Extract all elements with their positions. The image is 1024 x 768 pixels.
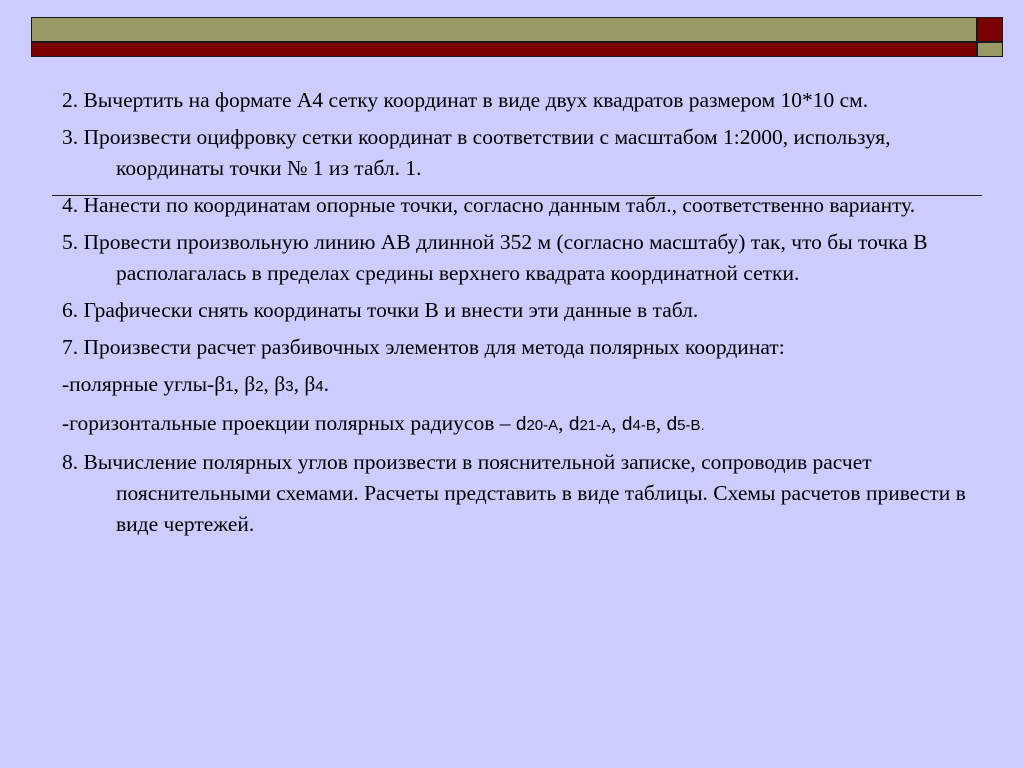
separator: , (611, 411, 622, 435)
beta-1-symbol: β (214, 372, 226, 396)
slide-text-body (62, 85, 992, 546)
polar-angles-line (62, 369, 992, 402)
polar-distances-prefix: -горизонтальные проекции полярных радиусов – (62, 411, 516, 435)
list-item-5: 5. Провести произвольную линию АВ длинной 352 м (согласно масштабу) так, что бы точка В располагалась в пределах средины верхнего квадрата координатной сетки. (62, 230, 928, 285)
beta-3-index: 3 (285, 378, 294, 395)
d-21a-symbol: d (568, 414, 580, 435)
d-20a-symbol: d (515, 414, 527, 435)
d-5b-index: 5-B (677, 417, 701, 434)
d-4b-index: 4-B (632, 417, 656, 434)
d-21a-index: 21-A (579, 417, 612, 434)
corner-square-red (977, 17, 1003, 42)
d-5b-symbol: d (666, 414, 678, 435)
list-item-4: 4. Нанести по координатам опорные точки, согласно данным табл., соответственно варианту. (62, 193, 916, 217)
list-item-8: 8. Вычисление полярных углов произвести в пояснительной записке, сопроводив расчет пояснительными схемами. Расчеты представить в виде таблицы. Схемы расчетов привести в виде чертежей. (62, 450, 966, 536)
beta-1-index: 1 (225, 378, 234, 395)
header-bar-red (31, 42, 977, 57)
list-item-2: 2. Вычертить на формате А4 сетку координат в виде двух квадратов размером 10*10 см. (62, 88, 869, 112)
list-item-6: 6. Графически снять координаты точки В и внести эти данные в табл. (62, 298, 699, 322)
line-end: . (700, 417, 705, 434)
d-20a-index: 20-A (526, 417, 559, 434)
polar-angles-prefix: -полярные углы- (62, 372, 215, 396)
beta-3-symbol: β (274, 372, 286, 396)
separator: , (293, 372, 305, 396)
beta-2-symbol: β (244, 372, 256, 396)
polar-distances-line (62, 408, 992, 441)
separator: , (558, 411, 569, 435)
beta-4-index: 4 (315, 378, 324, 395)
list-item-3: 3. Произвести оцифровку сетки координат в соответствии с масштабом 1:2000, используя, координаты точки № 1 из табл. 1. (62, 125, 891, 180)
separator: , (233, 372, 245, 396)
header-bar-olive (31, 17, 977, 42)
beta-4-symbol: β (304, 372, 316, 396)
d-4b-symbol: d (621, 414, 633, 435)
corner-square-olive (977, 42, 1003, 57)
separator: , (263, 372, 275, 396)
list-item-7: 7. Произвести расчет разбивочных элементов для метода полярных координат: (62, 335, 785, 359)
line-end: . (323, 372, 329, 396)
separator: , (655, 411, 667, 435)
beta-2-index: 2 (255, 378, 264, 395)
